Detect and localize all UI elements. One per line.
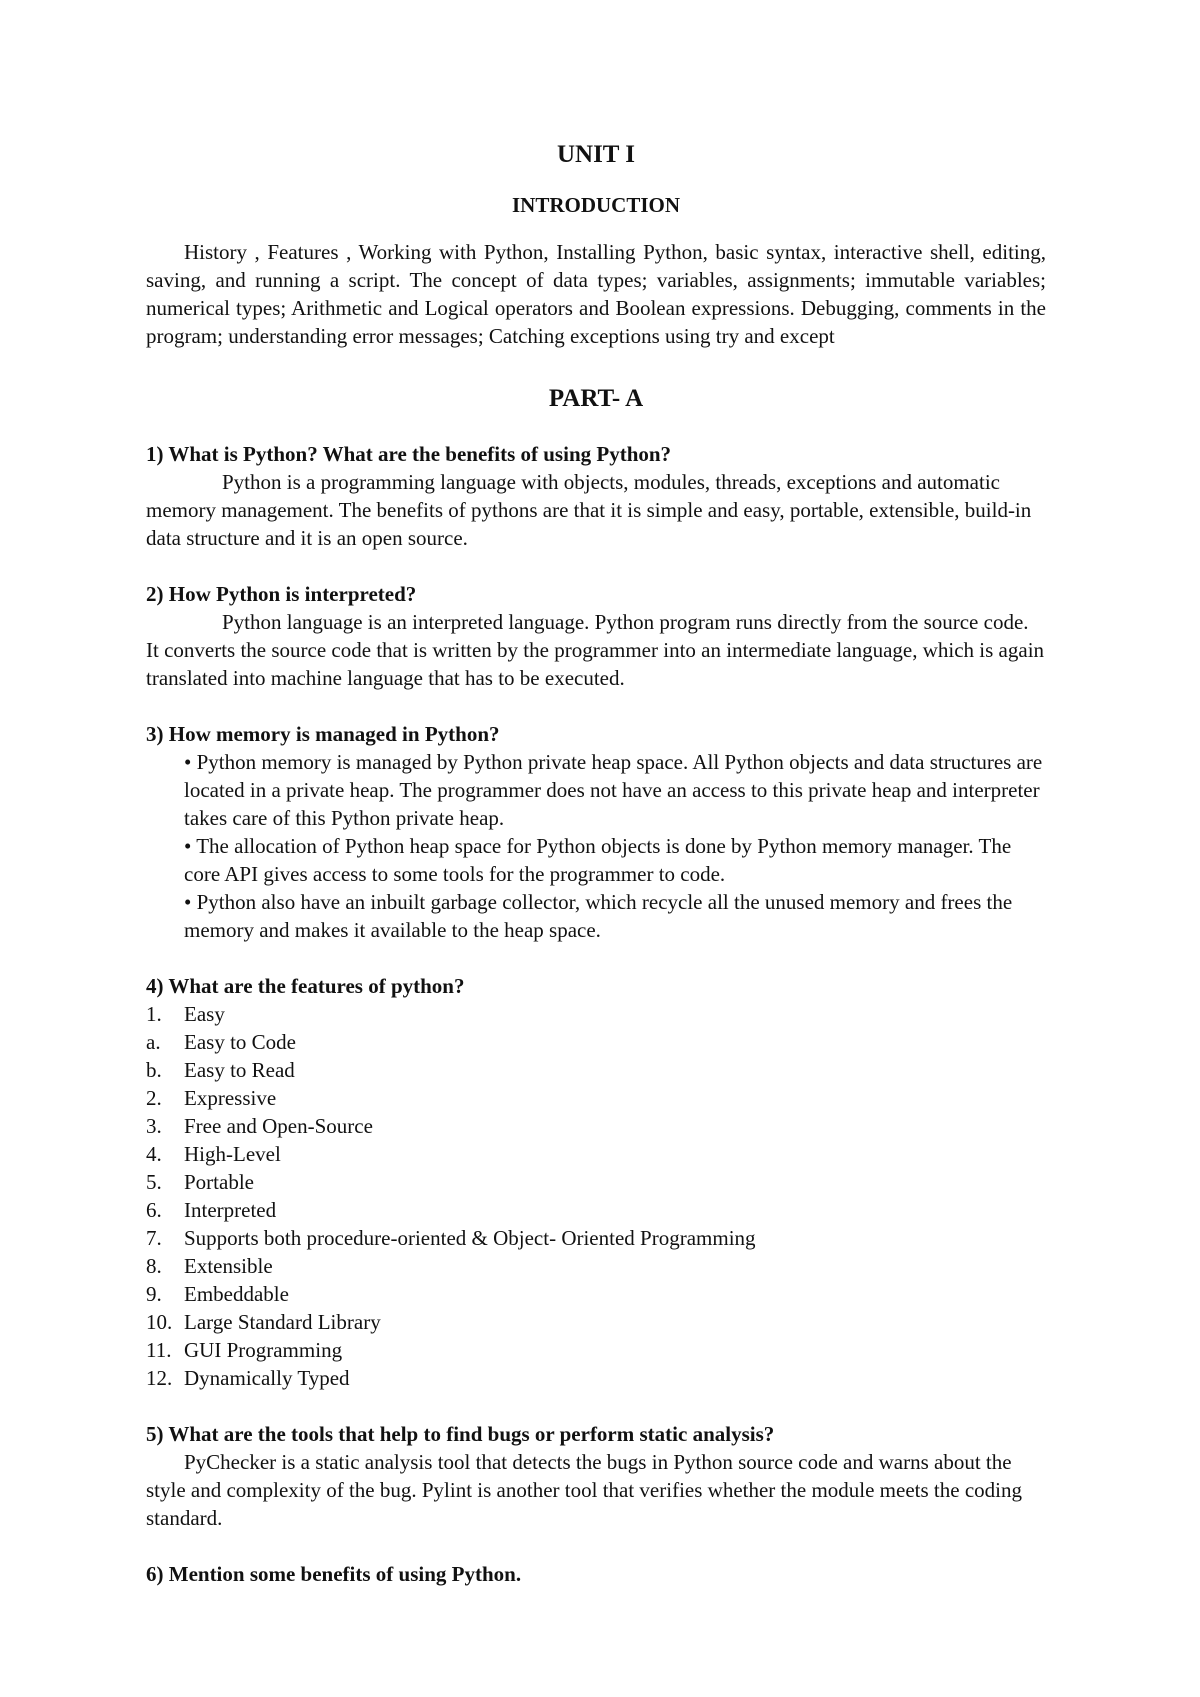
question-5-answer: PyChecker is a static analysis tool that detects the bugs in Python source code and warns about the style and complexity of the bug. Pylint is another tool that verifies whether the module meets the coding standard. xyxy=(146,1450,1022,1530)
list-marker: a. xyxy=(146,1030,161,1054)
question-4-heading: 4) What are the features of python? xyxy=(146,974,465,998)
list-item-text: Free and Open-Source xyxy=(184,1114,373,1138)
document-page xyxy=(146,140,1046,1588)
question-6 xyxy=(146,1560,1046,1588)
question-1-heading: 1) What is Python? What are the benefits of using Python? xyxy=(146,442,672,466)
list-item-text: Supports both procedure-oriented & Object- Oriented Programming xyxy=(184,1226,756,1250)
list-marker: 1. xyxy=(146,1002,162,1026)
list-item xyxy=(146,1168,1046,1196)
list-item-text: Embeddable xyxy=(184,1282,289,1306)
list-marker: 8. xyxy=(146,1254,162,1278)
list-item-text: Easy to Read xyxy=(184,1058,295,1082)
question-3 xyxy=(146,720,1046,944)
question-6-heading: 6) Mention some benefits of using Python. xyxy=(146,1562,522,1586)
list-item-text: Extensible xyxy=(184,1254,273,1278)
list-item-text: High-Level xyxy=(184,1142,281,1166)
list-item xyxy=(146,1224,1046,1252)
list-marker: 7. xyxy=(146,1226,162,1250)
list-item xyxy=(146,1084,1046,1112)
list-item-text: Portable xyxy=(184,1170,254,1194)
list-item-text: Easy to Code xyxy=(184,1030,296,1054)
question-1-answer: Python is a programming language with objects, modules, threads, exceptions and automatic memory management. The benefits of pythons are that it is simple and easy, portable, extensible, build-in data structure and it is an open source. xyxy=(146,470,1032,550)
question-3-bullets xyxy=(146,748,1046,944)
unit-title: UNIT I xyxy=(556,141,636,168)
list-item xyxy=(146,1140,1046,1168)
list-marker: 3. xyxy=(146,1114,162,1138)
list-marker: 10. xyxy=(146,1310,173,1334)
list-item-text: Large Standard Library xyxy=(184,1310,381,1334)
list-marker: 9. xyxy=(146,1282,162,1306)
list-item xyxy=(146,1364,1046,1392)
list-item xyxy=(146,1000,1046,1028)
list-marker: b. xyxy=(146,1058,162,1082)
chapter-title: INTRODUCTION xyxy=(511,193,681,217)
features-list xyxy=(146,1000,1046,1392)
bullet-item: • Python memory is managed by Python private heap space. All Python objects and data structures are located in a private heap. The programmer does not have an access to this private heap and interpreter takes care of this Python private heap. xyxy=(184,750,1043,830)
list-item xyxy=(146,1028,1046,1056)
list-marker: 6. xyxy=(146,1198,162,1222)
question-1 xyxy=(146,440,1046,552)
list-marker: 2. xyxy=(146,1086,162,1110)
question-5-heading: 5) What are the tools that help to find bugs or perform static analysis? xyxy=(146,1422,775,1446)
list-marker: 12. xyxy=(146,1366,173,1390)
question-2-heading: 2) How Python is interpreted? xyxy=(146,582,417,606)
list-item xyxy=(146,1252,1046,1280)
list-item-text: Easy xyxy=(184,1002,225,1026)
list-item-text: GUI Programming xyxy=(184,1338,343,1362)
list-item xyxy=(146,1336,1046,1364)
syllabus-paragraph: History , Features , Working with Python, Installing Python, basic syntax, interactive shell, editing, saving, and running a script. The concept of data types; variables, assignments; immutable variables; numerical types; Arithmetic and Logical operators and Boolean expressions. Debugging, comments in the program; understanding error messages; Catching exceptions using try and except xyxy=(146,240,1046,348)
list-item xyxy=(146,1280,1046,1308)
list-item-text: Interpreted xyxy=(184,1198,277,1222)
bullet-item: • The allocation of Python heap space for Python objects is done by Python memory manager. The core API gives access to some tools for the programmer to code. xyxy=(184,834,1012,886)
question-3-heading: 3) How memory is managed in Python? xyxy=(146,722,500,746)
question-4 xyxy=(146,972,1046,1392)
list-item xyxy=(146,1056,1046,1084)
list-marker: 5. xyxy=(146,1170,162,1194)
question-5 xyxy=(146,1420,1046,1532)
list-item xyxy=(146,1308,1046,1336)
part-title: PART- A xyxy=(548,385,644,412)
list-item-text: Dynamically Typed xyxy=(184,1366,350,1390)
question-2-answer: Python language is an interpreted language. Python program runs directly from the source code. It converts the source code that is written by the programmer into an intermediate language, which is again translated into machine language that has to be executed. xyxy=(146,610,1045,690)
bullet-item: • Python also have an inbuilt garbage collector, which recycle all the unused memory and frees the memory and makes it available to the heap space. xyxy=(184,890,1013,942)
list-item xyxy=(146,1196,1046,1224)
list-marker: 11. xyxy=(146,1338,172,1362)
list-marker: 4. xyxy=(146,1142,162,1166)
question-2 xyxy=(146,580,1046,692)
list-item-text: Expressive xyxy=(184,1086,277,1110)
list-item xyxy=(146,1112,1046,1140)
